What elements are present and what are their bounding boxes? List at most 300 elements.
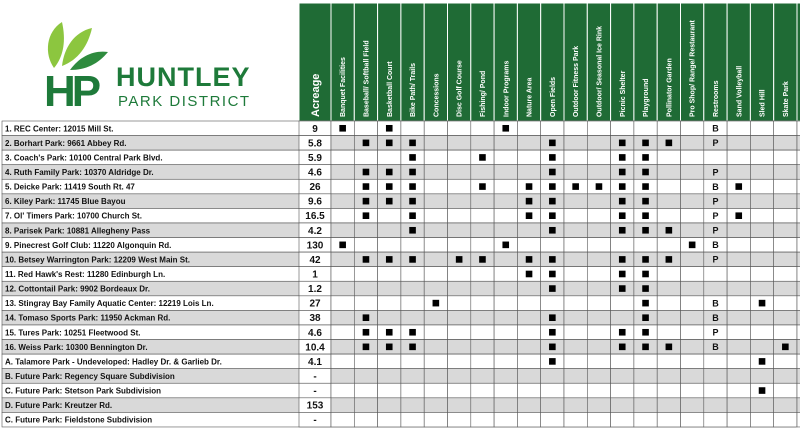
amenity-cell [681, 310, 704, 325]
amenity-cell [681, 165, 704, 180]
amenity-cell [750, 412, 773, 427]
amenity-mark [642, 227, 649, 234]
amenity-mark [666, 256, 673, 263]
amenity-mark [502, 125, 509, 132]
park-name: 1. REC Center: 12015 Mill St. [5, 124, 114, 134]
amenity-cell [657, 281, 680, 296]
column-header-label: Concessions [433, 73, 441, 117]
amenity-cell [774, 252, 797, 267]
acreage-value: 5.8 [308, 138, 322, 150]
amenity-cell [750, 238, 773, 253]
amenity-cell [517, 325, 540, 340]
amenity-mark [409, 183, 416, 190]
amenity-cell [657, 383, 680, 398]
amenity-cell [378, 223, 401, 238]
amenity-cell [354, 267, 377, 282]
amenity-cell [494, 267, 517, 282]
amenity-cell [681, 383, 704, 398]
park-name: 2. Borhart Park: 9661 Abbey Rd. [5, 138, 127, 148]
amenity-mark [619, 256, 626, 263]
amenity-cell [354, 223, 377, 238]
amenity-mark [642, 212, 649, 219]
amenity-cell [681, 223, 704, 238]
amenity-cell [424, 194, 447, 209]
amenity-cell [587, 194, 610, 209]
amenity-cell [657, 412, 680, 427]
amenity-cell [448, 121, 471, 136]
acreage-value: - [313, 371, 317, 383]
amenity-cell [681, 369, 704, 384]
amenity-cell [378, 310, 401, 325]
amenity-cell [681, 398, 704, 413]
amenity-cell [354, 383, 377, 398]
amenity-cell [774, 281, 797, 296]
amenity-mark [666, 140, 673, 147]
amenity-cell [354, 412, 377, 427]
amenity-cell [471, 165, 494, 180]
amenity-cell [354, 150, 377, 165]
amenity-cell [331, 136, 354, 151]
amenity-cell [657, 121, 680, 136]
amenity-mark [759, 387, 766, 394]
amenity-cell [517, 369, 540, 384]
amenity-cell [494, 150, 517, 165]
amenity-cell [727, 150, 750, 165]
amenity-cell [471, 121, 494, 136]
amenity-mark [363, 256, 370, 263]
amenity-mark [409, 140, 416, 147]
amenity-cell [448, 310, 471, 325]
amenity-cell [727, 383, 750, 398]
amenity-mark [363, 140, 370, 147]
acreage-value: 4.6 [308, 327, 322, 339]
amenity-cell [517, 165, 540, 180]
amenity-cell [774, 325, 797, 340]
amenity-mark [549, 212, 556, 219]
amenity-cell [378, 238, 401, 253]
amenity-mark [386, 344, 393, 351]
amenity-cell [774, 369, 797, 384]
amenity-cell [657, 267, 680, 282]
amenity-cell [517, 121, 540, 136]
amenity-cell [448, 296, 471, 311]
amenity-mark [759, 300, 766, 307]
amenity-mark [526, 183, 533, 190]
amenity-mark [363, 212, 370, 219]
amenity-cell [727, 281, 750, 296]
amenity-cell [727, 238, 750, 253]
restrooms-type: B [712, 240, 719, 251]
amenity-cell [634, 398, 657, 413]
amenity-cell [331, 383, 354, 398]
amenity-mark [619, 271, 626, 278]
logo [40, 14, 260, 114]
amenity-mark [619, 285, 626, 292]
amenity-mark [549, 271, 556, 278]
amenity-mark [526, 271, 533, 278]
amenity-mark [386, 198, 393, 205]
amenity-cell [448, 383, 471, 398]
acreage-value: 5.9 [308, 152, 322, 164]
amenity-cell [774, 121, 797, 136]
amenity-cell [494, 398, 517, 413]
amenity-cell [331, 208, 354, 223]
amenity-cell [727, 369, 750, 384]
amenity-cell [564, 281, 587, 296]
amenity-cell [587, 369, 610, 384]
amenity-mark [386, 256, 393, 263]
amenity-cell [611, 296, 634, 311]
amenity-cell [564, 325, 587, 340]
column-header-label: Sled Hill [759, 89, 767, 117]
amenity-cell [471, 310, 494, 325]
amenity-cell [727, 296, 750, 311]
amenity-cell [564, 412, 587, 427]
amenity-cell [331, 150, 354, 165]
amenity-cell [681, 296, 704, 311]
amenity-cell [471, 281, 494, 296]
restrooms-type: P [712, 196, 719, 207]
amenity-cell [704, 412, 727, 427]
amenity-cell [424, 398, 447, 413]
amenity-cell [378, 412, 401, 427]
amenity-cell [471, 296, 494, 311]
amenity-cell [727, 136, 750, 151]
amenity-cell [611, 238, 634, 253]
restrooms-type: B [712, 342, 719, 353]
amenity-cell [541, 412, 564, 427]
amenity-cell [471, 412, 494, 427]
amenity-cell [424, 223, 447, 238]
amenity-cell [681, 121, 704, 136]
column-header-label: Acreage [310, 73, 322, 117]
amenity-cell [704, 150, 727, 165]
acreage-value: - [313, 386, 317, 398]
amenity-cell [727, 121, 750, 136]
amenity-cell [750, 310, 773, 325]
amenity-cell [704, 383, 727, 398]
amenity-cell [657, 194, 680, 209]
amenity-cell [517, 310, 540, 325]
park-name: A. Talamore Park - Undeveloped: Hadley Dr. & Garlieb Dr. [5, 357, 222, 367]
amenity-cell [657, 354, 680, 369]
amenity-cell [704, 398, 727, 413]
amenity-mark [619, 329, 626, 336]
amenity-cell [587, 208, 610, 223]
amenity-cell [331, 325, 354, 340]
amenity-cell [354, 369, 377, 384]
amenity-cell [750, 179, 773, 194]
amenity-mark [479, 183, 486, 190]
amenity-cell [587, 325, 610, 340]
amenity-cell [331, 340, 354, 355]
amenity-cell [750, 340, 773, 355]
amenity-cell [401, 369, 424, 384]
amenity-mark [409, 198, 416, 205]
restrooms-type: P [712, 327, 719, 338]
amenity-cell [750, 165, 773, 180]
amenity-mark [409, 329, 416, 336]
amenity-cell [378, 398, 401, 413]
park-name: 16. Weiss Park: 10300 Bennington Dr. [5, 342, 148, 352]
amenity-mark [409, 212, 416, 219]
column-header-label: Nature Area [526, 77, 534, 117]
amenity-cell [587, 354, 610, 369]
amenity-cell [331, 310, 354, 325]
amenity-cell [448, 194, 471, 209]
amenity-cell [704, 354, 727, 369]
restrooms-type: B [712, 123, 719, 134]
amenity-cell [494, 340, 517, 355]
column-header-label: Baseball/ Softball Field [363, 40, 371, 117]
amenity-cell [587, 267, 610, 282]
amenity-cell [587, 165, 610, 180]
acreage-value: 1 [312, 269, 318, 281]
amenity-cell [494, 179, 517, 194]
amenity-cell [401, 296, 424, 311]
amenity-cell [774, 412, 797, 427]
amenity-cell [727, 325, 750, 340]
amenity-mark [409, 256, 416, 263]
amenity-cell [774, 310, 797, 325]
column-header-label: Bike Path/ Trails [410, 62, 418, 117]
amenity-cell [634, 412, 657, 427]
amenity-cell [611, 383, 634, 398]
amenity-cell [448, 165, 471, 180]
amenity-cell [424, 354, 447, 369]
park-name: 5. Deicke Park: 11419 South Rt. 47 [5, 182, 135, 192]
amenity-cell [587, 121, 610, 136]
column-header-label: Fishing/ Pond [479, 70, 487, 117]
amenity-cell [587, 238, 610, 253]
restrooms-type: P [712, 225, 719, 236]
amenity-cell [331, 398, 354, 413]
park-name: 11. Red Hawk's Rest: 11280 Edinburgh Ln. [5, 269, 166, 279]
amenity-cell [331, 296, 354, 311]
amenity-cell [727, 223, 750, 238]
amenity-cell [611, 412, 634, 427]
amenity-cell [750, 267, 773, 282]
restrooms-type: B [712, 312, 719, 323]
amenity-cell [727, 412, 750, 427]
amenity-cell [750, 252, 773, 267]
amenity-mark [409, 169, 416, 176]
column-header-label: Outdoor Fitness Park [573, 45, 581, 117]
amenity-mark [549, 256, 556, 263]
amenity-mark [549, 154, 556, 161]
amenity-mark [409, 227, 416, 234]
amenity-cell [401, 412, 424, 427]
amenity-cell [541, 369, 564, 384]
amenity-cell [424, 252, 447, 267]
column-header-label: Basketball Court [386, 61, 394, 117]
amenity-cell [517, 398, 540, 413]
acreage-value: 42 [309, 254, 321, 266]
amenity-cell [471, 383, 494, 398]
amenity-cell [517, 150, 540, 165]
amenity-cell [331, 281, 354, 296]
amenity-cell [587, 340, 610, 355]
amenity-cell [517, 136, 540, 151]
amenity-mark [549, 227, 556, 234]
logo-name: HUNTLEY [116, 62, 251, 92]
amenity-cell [657, 325, 680, 340]
amenity-cell [681, 208, 704, 223]
amenity-cell [517, 383, 540, 398]
amenity-cell [564, 340, 587, 355]
amenity-cell [471, 354, 494, 369]
amenity-cell [401, 354, 424, 369]
acreage-value: 10.4 [305, 342, 325, 354]
amenity-cell [657, 165, 680, 180]
amenity-cell [494, 369, 517, 384]
amenity-cell [517, 223, 540, 238]
amenity-mark [642, 271, 649, 278]
park-name: 13. Stingray Bay Family Aquatic Center: 12219 Lois Ln. [5, 299, 214, 309]
amenity-cell [494, 136, 517, 151]
amenity-cell [774, 398, 797, 413]
amenity-mark [642, 154, 649, 161]
amenity-mark [549, 344, 556, 351]
amenity-cell [331, 223, 354, 238]
amenity-mark [619, 344, 626, 351]
restrooms-type: P [712, 138, 719, 149]
park-name: 7. Ol' Timers Park: 10700 Church St. [5, 211, 142, 221]
amenity-cell [424, 369, 447, 384]
amenity-cell [727, 165, 750, 180]
column-header-label: Outdoor/ Seasonal Ice Rink [596, 25, 604, 117]
amenity-cell [774, 165, 797, 180]
amenity-cell [564, 354, 587, 369]
amenity-cell [494, 412, 517, 427]
amenity-cell [564, 296, 587, 311]
amenity-cell [611, 369, 634, 384]
amenity-cell [378, 354, 401, 369]
amenity-cell [657, 179, 680, 194]
amenity-cell [378, 150, 401, 165]
acreage-value: 153 [306, 400, 324, 412]
amenity-cell [681, 136, 704, 151]
amenity-cell [494, 208, 517, 223]
amenity-cell [424, 150, 447, 165]
amenity-cell [657, 150, 680, 165]
amenity-cell [494, 325, 517, 340]
amenity-mark [619, 183, 626, 190]
acreage-value: - [313, 415, 317, 427]
amenity-mark [619, 140, 626, 147]
amenity-cell [424, 121, 447, 136]
acreage-value: 9 [312, 123, 318, 135]
amenity-cell [471, 223, 494, 238]
amenity-cell [750, 223, 773, 238]
amenity-cell [401, 267, 424, 282]
amenity-mark [386, 140, 393, 147]
column-header-label: Pollinator Garden [666, 58, 674, 117]
amenity-cell [750, 136, 773, 151]
amenity-cell [681, 179, 704, 194]
amenity-cell [354, 238, 377, 253]
acreage-value: 38 [309, 313, 321, 325]
amenity-cell [541, 398, 564, 413]
amenity-cell [774, 223, 797, 238]
amenity-cell [704, 369, 727, 384]
amenity-cell [774, 150, 797, 165]
amenity-cell [727, 354, 750, 369]
amenity-cell [564, 223, 587, 238]
amenity-cell [750, 194, 773, 209]
column-header-label: Skate Park [782, 81, 790, 117]
amenity-cell [401, 281, 424, 296]
amenity-cell [448, 136, 471, 151]
amenity-cell [517, 296, 540, 311]
amenity-cell [424, 267, 447, 282]
park-name: C. Future Park: Fieldstone Subdivision [5, 415, 153, 425]
amenity-cell [448, 179, 471, 194]
amenity-cell [424, 412, 447, 427]
amenity-cell [448, 267, 471, 282]
amenity-mark [735, 183, 742, 190]
park-name: 15. Tures Park: 10251 Fleetwood St. [5, 328, 141, 338]
amenity-cell [331, 252, 354, 267]
amenity-cell [448, 354, 471, 369]
amenity-cell [494, 165, 517, 180]
amenity-cell [564, 267, 587, 282]
park-name: 9. Pinecrest Golf Club: 11220 Algonquin Rd. [5, 240, 172, 250]
amenity-cell [471, 208, 494, 223]
amenity-mark [666, 344, 673, 351]
amenity-mark [339, 242, 346, 249]
amenity-cell [774, 383, 797, 398]
acreage-value: 1.2 [308, 284, 322, 296]
amenity-mark [456, 256, 463, 263]
amenity-mark [619, 227, 626, 234]
amenity-mark [479, 256, 486, 263]
amenity-mark [782, 344, 789, 351]
amenity-mark [386, 125, 393, 132]
amenity-mark [549, 329, 556, 336]
amenity-cell [657, 208, 680, 223]
amenity-cell [587, 252, 610, 267]
amenity-cell [378, 369, 401, 384]
amenity-cell [541, 121, 564, 136]
amenity-cell [587, 296, 610, 311]
amenity-cell [424, 208, 447, 223]
park-name: 4. Ruth Family Park: 10370 Aldridge Dr. [5, 167, 154, 177]
amenity-cell [354, 398, 377, 413]
amenity-cell [727, 398, 750, 413]
amenity-cell [424, 179, 447, 194]
amenity-cell [681, 194, 704, 209]
amenity-cell [517, 340, 540, 355]
amenity-mark [642, 140, 649, 147]
amenity-cell [471, 369, 494, 384]
amenity-mark [526, 212, 533, 219]
amenity-cell [774, 194, 797, 209]
amenity-cell [704, 267, 727, 282]
restrooms-type: P [712, 167, 719, 178]
amenity-cell [774, 354, 797, 369]
amenity-cell [657, 369, 680, 384]
acreage-value: 16.5 [305, 211, 325, 223]
amenity-cell [611, 121, 634, 136]
amenity-cell [750, 150, 773, 165]
amenity-cell [750, 369, 773, 384]
restrooms-type: B [712, 298, 719, 309]
amenity-mark [642, 183, 649, 190]
amenity-cell [634, 121, 657, 136]
amenity-mark [549, 198, 556, 205]
amenity-cell [448, 398, 471, 413]
